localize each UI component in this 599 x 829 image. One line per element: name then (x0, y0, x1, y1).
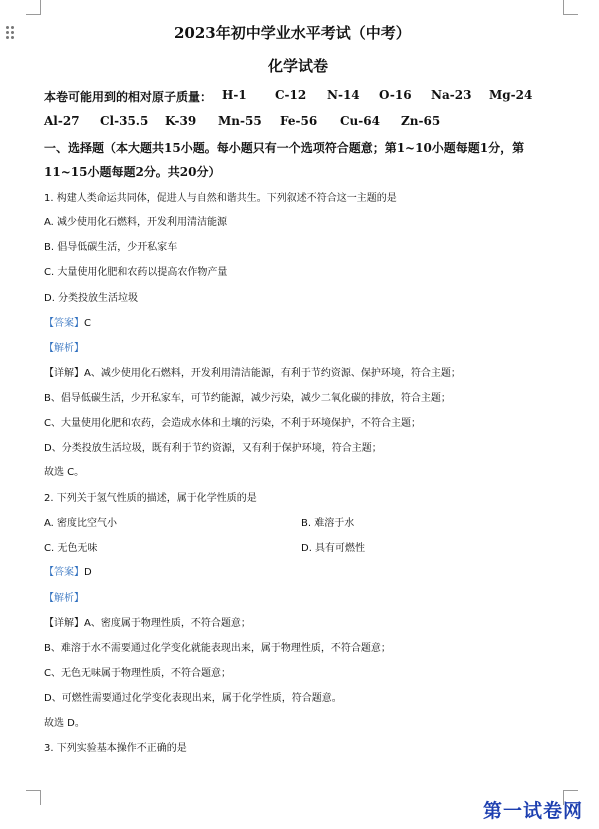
question-2-stem: 2. 下列关于氢气性质的描述，属于化学性质的是 (44, 493, 257, 504)
detail-text: A、减少使用化石燃料，开发利用清洁能源，有利于节约资源、保护环境，符合主题； (84, 368, 461, 379)
crop-mark-top-right (563, 0, 578, 15)
answer-value: D (84, 567, 92, 578)
crop-mark-bottom-left (26, 790, 41, 805)
question-1-option-b: B. 倡导低碳生活，少开私家车 (44, 242, 178, 253)
atomic-mass-o: O-16 (379, 88, 412, 102)
question-2-option-d: D. 具有可燃性 (301, 543, 366, 554)
question-2-option-c: C. 无色无味 (44, 543, 98, 554)
atomic-mass-fe: Fe-56 (280, 114, 318, 128)
question-2-analysis-tag: 【解析】 (44, 593, 84, 604)
exam-title: 2023年初中学业水平考试（中考） (174, 24, 411, 42)
question-2-detail-c: C、无色无味属于物理性质，不符合题意； (44, 668, 231, 679)
exam-subject: 化学试卷 (268, 57, 329, 75)
atomic-mass-c: C-12 (275, 88, 307, 102)
question-1-option-a: A. 减少使用化石燃料，开发利用清洁能源 (44, 217, 228, 228)
question-2-detail-d: D、可燃性需要通过化学变化表现出来，属于化学性质，符合题意。 (44, 693, 342, 704)
atomic-mass-zn: Zn-65 (401, 114, 441, 128)
drag-handle-icon[interactable] (6, 26, 16, 38)
question-1-detail-b: B、倡导低碳生活，少开私家车，可节约能源，减少污染，减少二氧化碳的排放，符合主题； (44, 393, 451, 404)
question-2-answer (44, 563, 92, 578)
atomic-mass-mg: Mg-24 (489, 88, 533, 102)
atomic-mass-cu: Cu-64 (340, 114, 380, 128)
detail-tag: 【详解】 (44, 618, 84, 629)
answer-tag: 【答案】 (44, 567, 84, 578)
answer-tag: 【答案】 (44, 318, 84, 329)
question-1-analysis-tag: 【解析】 (44, 343, 84, 354)
atomic-mass-al: Al-27 (44, 114, 80, 128)
atomic-mass-k: K-39 (165, 114, 197, 128)
question-1-detail-a (44, 364, 461, 379)
atomic-mass-cl: Cl-35.5 (100, 114, 149, 128)
question-1-option-d: D. 分类投放生活垃圾 (44, 293, 139, 304)
site-watermark: 第一试卷网 (482, 800, 583, 822)
answer-value: C (84, 318, 91, 329)
question-1-conclusion: 故选 C。 (44, 467, 85, 478)
question-1-answer (44, 314, 91, 329)
question-1-stem: 1. 构建人类命运共同体，促进人与自然和谐共生。下列叙述不符合这一主题的是 (44, 193, 397, 204)
atomic-mass-h: H-1 (222, 88, 247, 102)
atomic-mass-label: 本卷可能用到的相对原子质量： (44, 90, 213, 104)
atomic-mass-n: N-14 (327, 88, 360, 102)
detail-text: A、密度属于物理性质，不符合题意； (84, 618, 251, 629)
question-2-option-b: B. 难溶于水 (301, 518, 355, 529)
question-1-detail-d: D、分类投放生活垃圾，既有利于节约资源，又有利于保护环境，符合主题； (44, 443, 382, 454)
crop-mark-top-left (26, 0, 41, 15)
question-2-conclusion: 故选 D。 (44, 718, 85, 729)
question-1-option-c: C. 大量使用化肥和农药以提高农作物产量 (44, 267, 228, 278)
section-heading-continued: 11~15小题每题2分。共20分） (44, 165, 221, 179)
detail-tag: 【详解】 (44, 368, 84, 379)
section-heading: 一、选择题（本大题共15小题。每小题只有一个选项符合题意；第1~10小题每题1分，第 (44, 141, 525, 155)
atomic-mass-mn: Mn-55 (218, 114, 262, 128)
question-1-detail-c: C、大量使用化肥和农药，会造成水体和土壤的污染，不利于环境保护，不符合主题； (44, 418, 421, 429)
question-2-detail-a (44, 614, 251, 629)
question-2-detail-b: B、难溶于水不需要通过化学变化就能表现出来，属于物理性质，不符合题意； (44, 643, 391, 654)
atomic-mass-na: Na-23 (431, 88, 472, 102)
question-3-stem: 3. 下列实验基本操作不正确的是 (44, 743, 187, 754)
question-2-option-a: A. 密度比空气小 (44, 518, 118, 529)
